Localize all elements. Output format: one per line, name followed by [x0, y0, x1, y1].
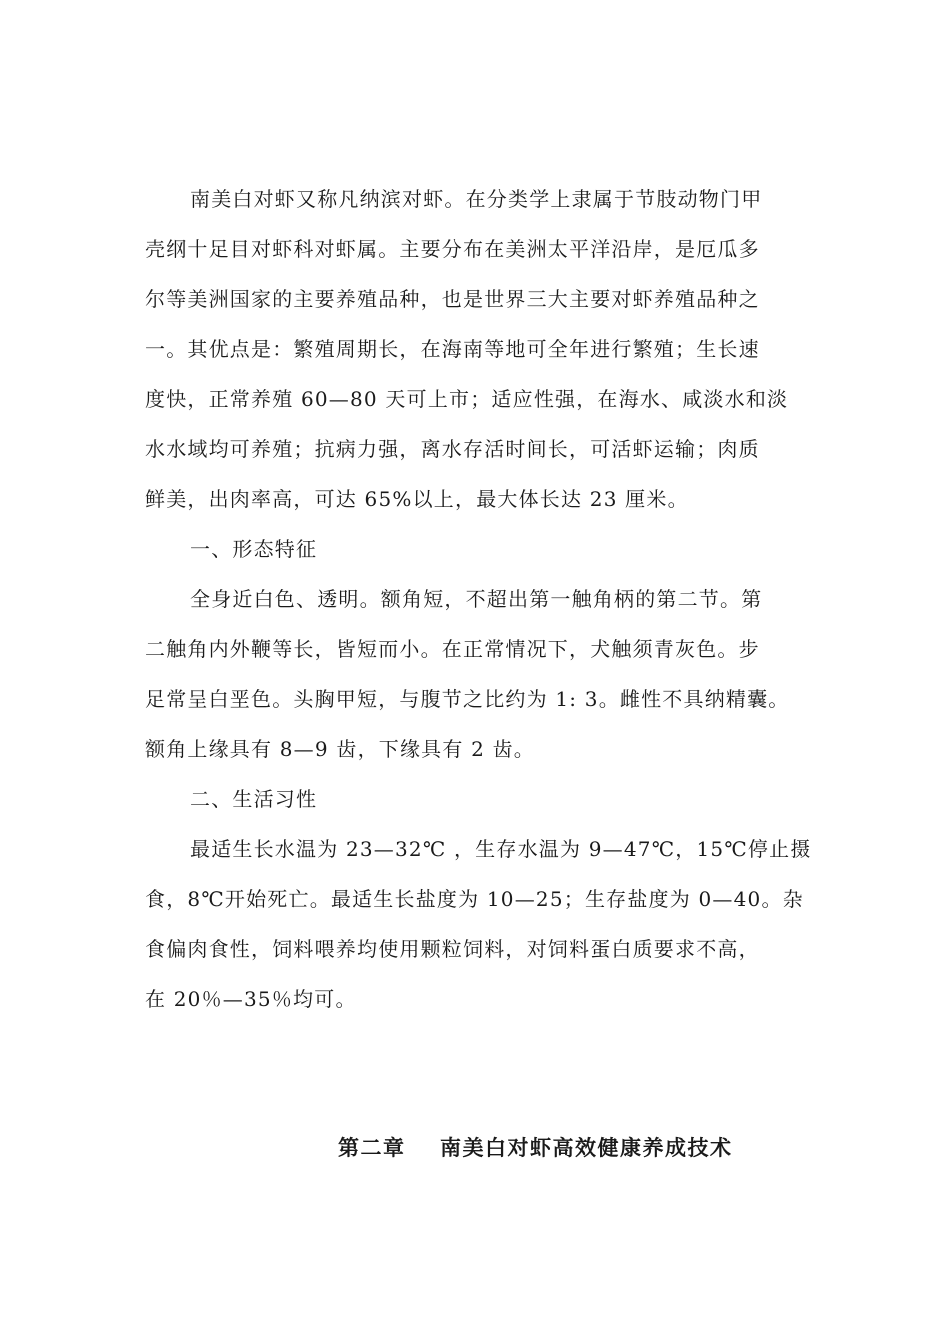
- paragraph-1-line-3: 尔等美洲国家的主要养殖品种，也是世界三大主要对虾养殖品种之: [145, 287, 760, 311]
- paragraph-2-line-3: 足常呈白垩色。头胸甲短，与腹节之比约为 1: 3。雌性不具纳精囊。: [145, 687, 790, 711]
- paragraph-2-line-1: 全身近白色、透明。额角短，不超出第一触角柄的第二节。第: [190, 587, 763, 611]
- paragraph-3-line-4: 在 20％—35％均可。: [145, 987, 357, 1011]
- paragraph-2-line-4: 额角上缘具有 8—9 齿，下缘具有 2 齿。: [145, 737, 536, 761]
- paragraph-1-line-7: 鲜美，出肉率高，可达 65%以上，最大体长达 23 厘米。: [145, 487, 689, 511]
- section-title-habits: 二、生活习性: [190, 787, 318, 811]
- section-title-morphology: 一、形态特征: [190, 537, 318, 561]
- chapter-number: 第二章: [338, 1135, 406, 1160]
- paragraph-3-line-2: 食，8℃开始死亡。最适生长盐度为 10—25；生存盐度为 0—40。杂: [145, 887, 804, 911]
- paragraph-1-line-6: 水水域均可养殖；抗病力强，离水存活时间长，可活虾运输；肉质: [145, 437, 760, 461]
- paragraph-3-line-3: 食偏肉食性，饲料喂养均使用颗粒饲料，对饲料蛋白质要求不高，: [145, 937, 760, 961]
- chapter-title: 南美白对虾高效健康养成技术: [440, 1135, 733, 1160]
- paragraph-3-line-1: 最适生长水温为 23—32℃ ，生存水温为 9—47℃，15℃停止摄: [190, 837, 812, 861]
- paragraph-2-line-2: 二触角内外鞭等长，皆短而小。在正常情况下，犬触须青灰色。步: [145, 637, 760, 661]
- paragraph-1-line-4: 一。其优点是：繁殖周期长，在海南等地可全年进行繁殖；生长速: [145, 337, 760, 361]
- paragraph-1-line-1: 南美白对虾又称凡纳滨对虾。在分类学上隶属于节肢动物门甲: [190, 187, 763, 211]
- paragraph-1-line-2: 壳纲十足目对虾科对虾属。主要分布在美洲太平洋沿岸，是厄瓜多: [145, 237, 760, 261]
- paragraph-1-line-5: 度快，正常养殖 60—80 天可上市；适应性强，在海水、咸淡水和淡: [145, 387, 789, 411]
